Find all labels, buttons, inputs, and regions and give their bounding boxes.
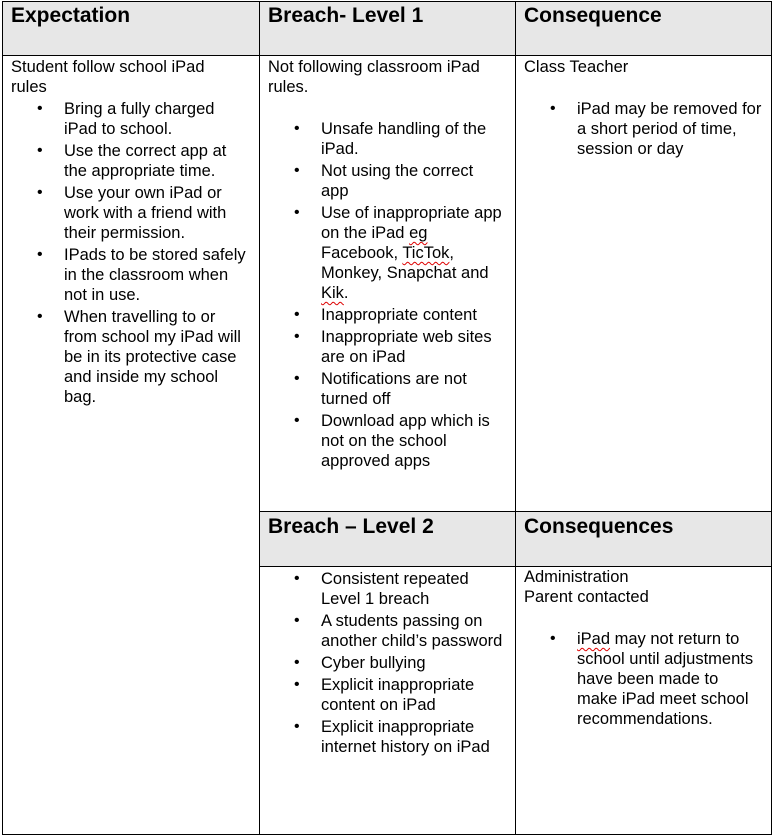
- breach-level-2-cell: [268, 569, 508, 759]
- list-item: • A students passing on another child’s password: [268, 611, 504, 651]
- list-item: • Download app which is not on the school approved apps: [268, 411, 504, 471]
- expectation-cell: [11, 57, 251, 409]
- consequences-list: [524, 629, 764, 729]
- list-item: • Notifications are not turned off: [268, 369, 504, 409]
- consequence-intro: Class Teacher: [524, 58, 629, 76]
- list-item: • Cyber bullying: [268, 653, 504, 673]
- header-row-1-bottom: [2, 55, 772, 56]
- breach-level-1-list: [268, 119, 508, 471]
- expectation-intro: Student follow school iPad rules: [11, 58, 205, 96]
- list-item: • IPads to be stored safely in the classroom when not in use.: [11, 245, 248, 305]
- list-item: • Consistent repeated Level 1 breach: [268, 569, 504, 609]
- spellcheck-word: TicTok: [402, 244, 450, 262]
- spellcheck-word: Kik: [321, 284, 344, 302]
- breach-level-1-cell: [268, 57, 508, 473]
- header-consequence: Consequence: [524, 4, 662, 27]
- consequences-cell: [524, 567, 764, 731]
- table-border-left: [2, 1, 3, 835]
- expectation-list: [11, 99, 251, 407]
- list-item: • Inappropriate content: [268, 305, 504, 325]
- consequence-list: [524, 99, 764, 159]
- column-divider-2: [515, 1, 516, 835]
- spellcheck-word: eg: [409, 224, 428, 242]
- list-item: • Not using the correct app: [268, 161, 504, 201]
- header-breach-level-1: Breach- Level 1: [268, 4, 424, 27]
- list-item: • Explicit inappropriate content on iPad: [268, 675, 504, 715]
- list-item: • Bring a fully charged iPad to school.: [11, 99, 227, 139]
- breach-level-1-intro: Not following classroom iPad rules.: [268, 58, 480, 96]
- ipad-rules-table: [2, 1, 772, 835]
- table-border-top: [2, 1, 772, 2]
- breach-level-2-list: [268, 569, 508, 757]
- header-expectation: Expectation: [11, 4, 131, 27]
- spellcheck-word: iPad: [577, 630, 611, 648]
- list-item: • Inappropriate web sites are on iPad: [268, 327, 504, 367]
- header-consequences: Consequences: [524, 515, 674, 538]
- list-item: • Unsafe handling of the iPad.: [268, 119, 504, 159]
- column-divider-1: [259, 1, 260, 835]
- list-item: • iPad may be removed for a short period of time, session or day: [524, 99, 762, 159]
- list-item: • Use of inappropriate app on the iPad eg Facebook, TicTok, Monkey, Snapchat and Kik.: [268, 203, 504, 303]
- consequences-line-2: Parent contacted: [524, 588, 649, 606]
- list-item: • Use your own iPad or work with a friend with their permission.: [11, 183, 244, 243]
- consequences-line-1: Administration: [524, 568, 629, 586]
- list-item: • When travelling to or from school my iPad will be in its protective case and inside my school bag.: [11, 307, 244, 407]
- list-item: [524, 629, 762, 729]
- table-border-bottom: [2, 834, 772, 835]
- list-item-text: may not return to school until adjustments have been made to make iPad meet school recommendations.: [577, 630, 754, 728]
- table-border-right: [771, 1, 772, 835]
- list-item: • Use the correct app at the appropriate time.: [11, 141, 244, 181]
- list-item: • Explicit inappropriate internet history on iPad: [268, 717, 504, 757]
- consequence-cell: [524, 57, 764, 161]
- header-breach-level-2: Breach – Level 2: [268, 515, 434, 538]
